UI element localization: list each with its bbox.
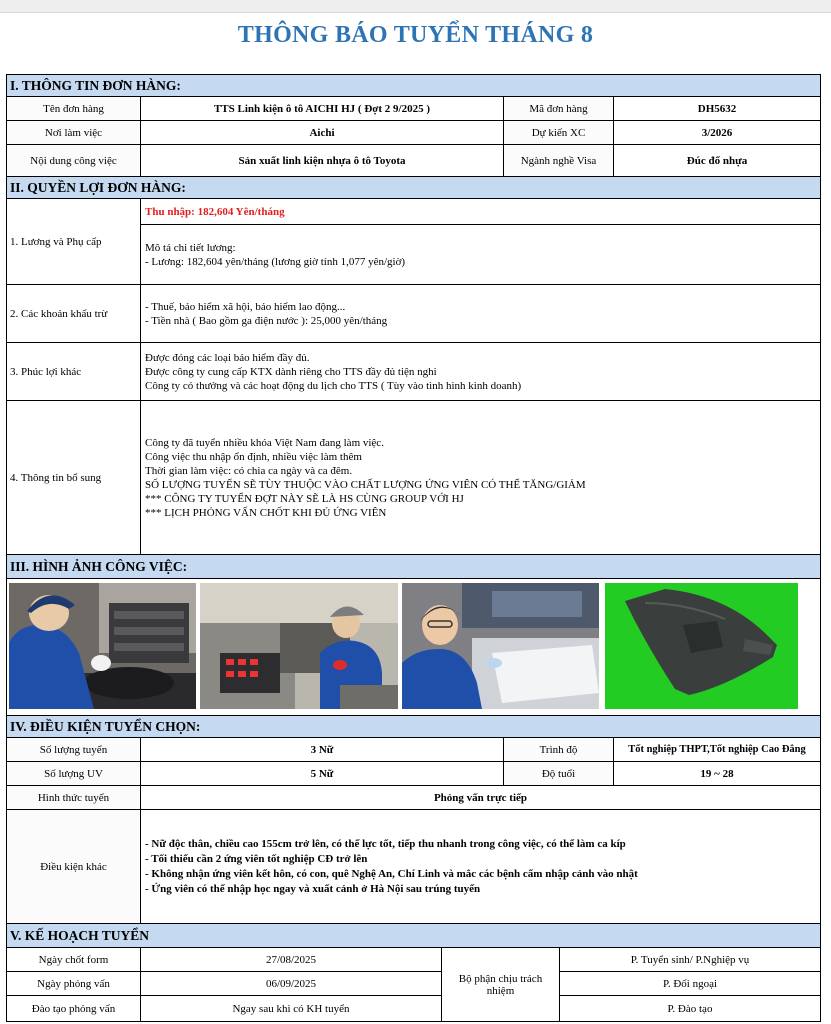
label-other-conditions: Điều kiện khác — [7, 810, 140, 923]
table-row — [7, 145, 820, 177]
extra-line: SỐ LƯỢNG TUYỂN SẼ TÙY THUỘC VÀO CHẤT LƯỢNG ỨNG VIÊN CÓ THỂ TĂNG/GIẢM — [145, 478, 586, 491]
section-3-heading: III. HÌNH ẢNH CÔNG VIỆC: — [7, 555, 820, 579]
label-job-content: Nội dung công việc — [7, 145, 140, 176]
value-visa-field: Đúc đổ nhựa — [613, 145, 820, 176]
deductions-detail — [140, 285, 820, 342]
value-dept-3: P. Đào tạo — [559, 996, 820, 1021]
label-form-deadline: Ngày chốt form — [7, 948, 140, 972]
label-quantity: Số lượng tuyển — [7, 738, 140, 761]
benefit-line: Được đóng các loại bảo hiểm đầy đủ. — [145, 351, 310, 364]
label-visa-field: Ngành nghề Visa — [503, 145, 613, 176]
condition-line: - Ứng viên có thể nhập học ngay và xuất cảnh ở Hà Nội sau trúng tuyển — [145, 882, 481, 895]
salary-row — [7, 199, 820, 285]
deduction-line: - Thuế, bảo hiểm xã hội, bảo hiểm lao động... — [145, 300, 346, 313]
extra-line: *** LỊCH PHỎNG VẤN CHỐT KHI ĐỦ ỨNG VIÊN — [145, 506, 387, 519]
work-photo-2 — [200, 583, 398, 709]
other-conditions-detail — [140, 810, 820, 923]
table-row — [7, 97, 820, 121]
label-age: Độ tuổi — [503, 762, 613, 785]
section-5-heading: V. KẾ HOẠCH TUYỂN — [7, 924, 820, 948]
extra-line: Thời gian làm việc: có chia ca ngày và ca đêm. — [145, 464, 353, 477]
extra-line: Công ty đã tuyển nhiều khóa Việt Nam đang làm việc. — [145, 436, 384, 449]
value-interview-training: Ngay sau khi có KH tuyển — [140, 996, 441, 1021]
benefits-row — [7, 343, 820, 401]
label-order-name: Tên đơn hàng — [7, 97, 140, 120]
extra-info-row — [7, 401, 820, 555]
income-cell — [140, 199, 820, 225]
label-order-code: Mã đơn hàng — [503, 97, 613, 120]
other-conditions-row — [7, 810, 820, 924]
benefit-line: Được công ty cung cấp KTX dành riêng cho TTS đầy đủ tiện nghi — [145, 365, 437, 378]
work-photo-1 — [9, 583, 196, 709]
section-2-heading: II. QUYỀN LỢI ĐƠN HÀNG: — [7, 177, 820, 199]
label-interview-training: Đào tạo phỏng vấn — [31, 1002, 116, 1015]
deductions-row — [7, 285, 820, 343]
value-departure: 3/2026 — [613, 121, 820, 144]
table-row — [7, 121, 820, 145]
label-departure: Dự kiến XC — [503, 121, 613, 144]
label-extra-info: 4. Thông tin bổ sung — [10, 471, 102, 484]
table-row — [7, 738, 820, 762]
plan-table — [7, 948, 820, 1021]
recruitment-table — [6, 74, 821, 1022]
browser-top-strip — [0, 0, 831, 13]
value-workplace: Aichi — [140, 121, 503, 144]
work-photo-product — [605, 583, 798, 709]
value-dept-2: P. Đối ngoại — [559, 972, 820, 996]
extra-line: Công việc thu nhập ổn định, nhiều việc làm thêm — [145, 450, 362, 463]
value-quantity: 3 Nữ — [140, 738, 503, 761]
deduction-line: - Tiền nhà ( Bao gồm ga điện nước ): 25,000 yên/tháng — [145, 314, 388, 327]
table-row — [7, 786, 820, 810]
label-benefits: 3. Phúc lợi khác — [10, 365, 82, 378]
extra-info-detail — [140, 401, 820, 554]
section-4-heading: IV. ĐIỀU KIỆN TUYỂN CHỌN: — [7, 716, 820, 738]
section-1-heading: I. THÔNG TIN ĐƠN HÀNG: — [7, 75, 820, 97]
page-title: THÔNG BÁO TUYỂN THÁNG 8 — [237, 22, 594, 48]
value-form-deadline: 27/08/2025 — [140, 948, 441, 972]
condition-line: - Không nhận ứng viên kết hôn, có con, quê Nghệ An, Chí Linh và mắc các bệnh cấm nhập cảnh vào nhật — [145, 867, 638, 880]
value-candidates: 5 Nữ — [140, 762, 503, 785]
salary-line: Mô tả chi tiết lương: — [145, 241, 236, 254]
label-recruit-form: Hình thức tuyển — [7, 786, 140, 809]
label-deductions: 2. Các khoản khấu trừ — [10, 307, 108, 320]
condition-line: - Tối thiểu cần 2 ứng viên tốt nghiệp CĐ trở lên — [145, 852, 368, 865]
label-workplace: Nơi làm việc — [7, 121, 140, 144]
income-text: Thu nhập: 182,604 Yên/tháng — [145, 205, 285, 218]
table-row — [7, 762, 820, 786]
label-salary: 1. Lương và Phụ cấp — [10, 235, 102, 248]
extra-line: *** CÔNG TY TUYỂN ĐỢT NÀY SẼ LÀ HS CÙNG GROUP VỚI HJ — [145, 492, 464, 505]
value-interview-date: 06/09/2025 — [140, 972, 441, 996]
label-candidates: Số lượng UV — [7, 762, 140, 785]
value-dept-1: P. Tuyển sinh/ P.Nghiệp vụ — [559, 948, 820, 972]
photo-row — [7, 579, 820, 716]
label-interview-date: Ngày phỏng vấn — [7, 972, 140, 996]
label-education: Trình độ — [503, 738, 613, 761]
value-education: Tốt nghiệp THPT,Tốt nghiệp Cao Đẳng — [613, 738, 820, 761]
value-recruit-form: Phỏng vấn trực tiếp — [140, 786, 820, 809]
value-age: 19 ~ 28 — [613, 762, 820, 785]
value-order-name: TTS Linh kiện ô tô AICHI HJ ( Đợt 2 9/2025 ) — [140, 97, 503, 120]
benefits-detail — [140, 343, 820, 400]
benefit-line: Công ty có thưởng và các hoạt động du lịch cho TTS ( Tùy vào tình hình kinh doanh) — [145, 379, 522, 392]
value-order-code: DH5632 — [613, 97, 820, 120]
value-job-content: Sản xuất linh kiện nhựa ô tô Toyota — [140, 145, 503, 176]
salary-line: - Lương: 182,604 yên/tháng (lương giờ tính 1,077 yên/giờ) — [145, 255, 406, 268]
work-photo-3 — [402, 583, 599, 709]
label-responsible-dept: Bộ phận chịu trách nhiệm — [441, 948, 559, 1021]
salary-detail — [140, 225, 820, 284]
condition-line: - Nữ độc thân, chiều cao 155cm trở lên, có thể lực tốt, tiếp thu nhanh trong công việc, có thể làm ca kíp — [145, 837, 626, 850]
